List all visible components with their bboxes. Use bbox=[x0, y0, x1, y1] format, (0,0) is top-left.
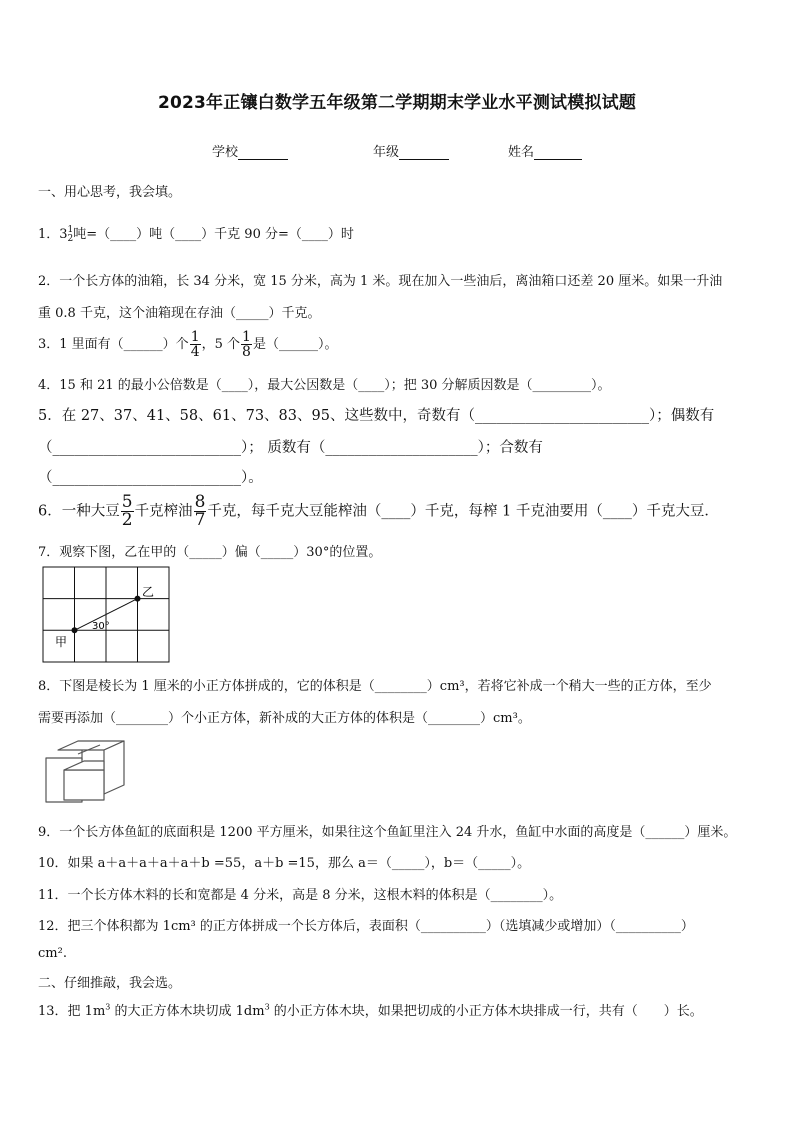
q3-text-a: 3．1 里面有（______）个 bbox=[38, 337, 189, 352]
q13-text-b: 的大正方体木块切成 1dm bbox=[110, 1004, 265, 1019]
question-2-line-2: 重 0.8 千克，这个油箱现在存油（_____）千克。 bbox=[38, 306, 321, 321]
q8-cube-right-face bbox=[104, 741, 124, 794]
question-3 bbox=[38, 330, 337, 359]
q6-frac1-den: 2 bbox=[121, 510, 133, 530]
q8-cube-front-right bbox=[64, 770, 104, 800]
q13-sup-1: 3 bbox=[105, 1002, 111, 1012]
q1-frac-num: 1 bbox=[67, 224, 74, 235]
q1-text-a: 1．3 bbox=[38, 227, 68, 242]
school-field bbox=[212, 141, 288, 160]
question-7: 7．观察下图，乙在甲的（_____）偏（_____）30°的位置。 bbox=[38, 545, 382, 560]
grade-field bbox=[373, 141, 449, 160]
q3-fraction-1 bbox=[190, 330, 201, 359]
question-8-line-2: 需要再添加（________）个小正方体，新补成的大正方体的体积是（________）cm³。 bbox=[38, 711, 531, 726]
q7-label-yi: 乙 bbox=[142, 585, 155, 599]
name-field bbox=[508, 141, 582, 160]
q7-point-yi bbox=[135, 596, 141, 602]
question-4: 4．15 和 21 的最小公倍数是（____），最大公因数是（____）；把 30 分解质因数是（_________）。 bbox=[38, 378, 611, 393]
q6-fraction-1 bbox=[121, 494, 134, 529]
page-title: 2023年正镶白数学五年级第二学期期末学业水平测试模拟试题 bbox=[157, 93, 637, 113]
q7-grid-figure bbox=[42, 566, 172, 664]
q3-fraction-2 bbox=[241, 330, 252, 359]
name-blank[interactable] bbox=[534, 146, 582, 160]
q1-frac-den: 2 bbox=[67, 233, 74, 244]
question-2-line-1: 2．一个长方体的油箱，长 34 分米，宽 15 分米，高为 1 米。现在加入一些油后，离油箱口还差 20 厘米。如果一升油 bbox=[38, 274, 723, 289]
q3-text-c: 是（______）。 bbox=[252, 337, 338, 352]
q6-text-a: 6．一种大豆 bbox=[38, 503, 120, 520]
q7-label-jia: 甲 bbox=[55, 635, 68, 649]
grade-blank[interactable] bbox=[399, 146, 449, 160]
question-10: 10．如果 a＋a＋a＋a＋a＋b =55，a＋b =15，那么 a＝（_____），b＝（_____）。 bbox=[38, 856, 531, 871]
q3-frac2-num: 1 bbox=[242, 329, 251, 345]
school-blank[interactable] bbox=[238, 146, 288, 160]
question-5-line-2: （__________________________）； 质数有（_____________________）；合数有 bbox=[38, 440, 543, 456]
q6-fraction-2 bbox=[194, 494, 207, 529]
q6-frac1-num: 5 bbox=[121, 492, 133, 512]
name-label: 姓名 bbox=[508, 145, 535, 160]
q3-frac2-den: 8 bbox=[242, 344, 251, 360]
q13-sup-2: 3 bbox=[264, 1002, 270, 1012]
question-13 bbox=[38, 1000, 703, 1019]
question-6 bbox=[38, 494, 719, 529]
question-12-line-1: 12．把三个体积都为 1cm³ 的正方体拼成一个长方体后，表面积（__________）（选填减少或增加）（__________） bbox=[38, 919, 694, 934]
question-1 bbox=[38, 223, 354, 244]
q3-frac1-num: 1 bbox=[190, 329, 200, 345]
question-5-line-3: （__________________________）。 bbox=[38, 470, 263, 486]
question-8-line-1: 8．下图是棱长为 1 厘米的小正方体拼成的，它的体积是（________）cm³，若将它补成一个稍大一些的正方体，至少 bbox=[38, 679, 712, 694]
q6-text-c: 千克，每千克大豆能榨油（____）千克，每榨 1 千克油要用（____）千克大豆． bbox=[207, 503, 719, 520]
question-11: 11．一个长方体木料的长和宽都是 4 分米，高是 8 分米，这根木料的体积是（________）。 bbox=[38, 888, 563, 903]
section-1-heading: 一、用心思考，我会填。 bbox=[38, 185, 182, 200]
school-label: 学校 bbox=[212, 145, 239, 160]
q3-frac1-den: 4 bbox=[190, 344, 200, 360]
q7-angle-label: 30° bbox=[92, 621, 110, 632]
q6-frac2-den: 7 bbox=[194, 510, 206, 530]
q13-text-c: 的小正方体木块，如果把切成的小正方体木块排成一行，共有（ ）长。 bbox=[269, 1004, 703, 1019]
q1-text-b: 吨=（____）吨（____）千克 90 分=（____）时 bbox=[73, 227, 354, 242]
q7-point-jia bbox=[72, 627, 78, 633]
question-5-line-1: 5．在 27、37、41、58、61、73、83、95、这些数中，奇数有（________________________）；偶数有 bbox=[38, 408, 715, 424]
q6-frac2-num: 8 bbox=[194, 492, 206, 512]
question-12-line-2: cm². bbox=[38, 946, 67, 961]
q13-text-a: 13．把 1m bbox=[38, 1004, 106, 1019]
section-2-heading: 二、仔细推敲，我会选。 bbox=[38, 976, 182, 991]
grade-label: 年级 bbox=[373, 145, 400, 160]
q8-cube-figure bbox=[42, 740, 132, 808]
q3-text-b: ，5 个 bbox=[201, 337, 241, 352]
q6-text-b: 千克榨油 bbox=[134, 503, 193, 520]
question-9: 9．一个长方体鱼缸的底面积是 1200 平方厘米，如果往这个鱼缸里注入 24 升水，鱼缸中水面的高度是（______）厘米。 bbox=[38, 825, 737, 840]
